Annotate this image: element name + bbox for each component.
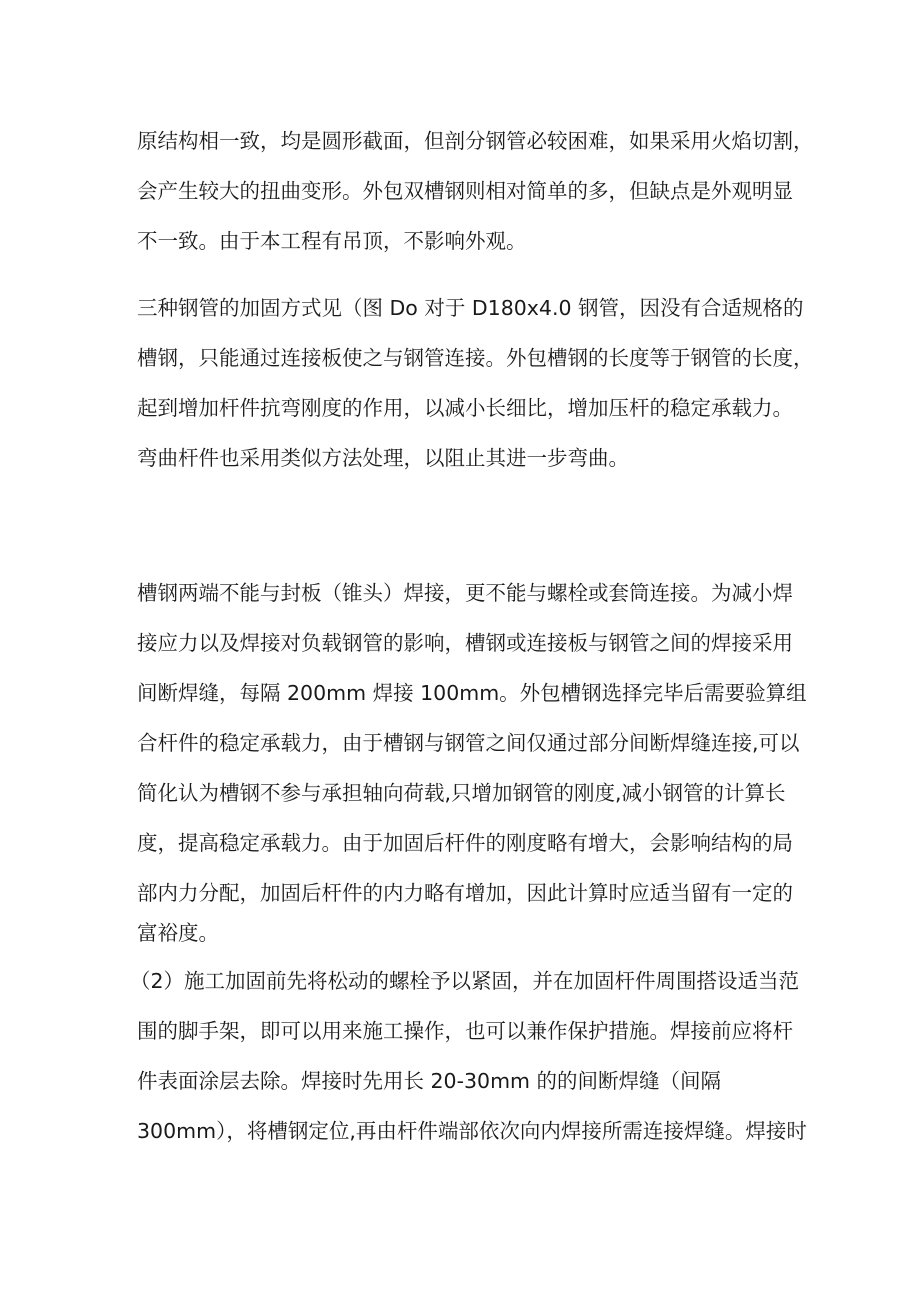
text-line: 槽钢，只能通过连接板使之与钢管连接。外包槽钢的长度等于钢管的长度， bbox=[137, 346, 814, 370]
text-line: 部内力分配，加固后杆件的内力略有增加，因此计算时应适当留有一定的 bbox=[137, 881, 793, 905]
text-line: 接应力以及焊接对负载钢管的影响，槽钢或连接板与钢管之间的焊接采用 bbox=[137, 631, 793, 655]
text-line: 合杆件的稳定承载力，由于槽钢与钢管之间仅通过部分间断焊缝连接,可以 bbox=[137, 731, 800, 755]
text-line: 弯曲杆件也采用类似方法处理，以阻止其进一步弯曲。 bbox=[137, 446, 629, 470]
text-line: 原结构相一致，均是圆形截面，但剖分钢管必较困难，如果采用火焰切割， bbox=[137, 129, 814, 153]
text-line: 不一致。由于本工程有吊顶，不影响外观。 bbox=[137, 229, 527, 253]
text-line: 起到增加杆件抗弯刚度的作用，以减小长细比，增加压杆的稳定承载力。 bbox=[137, 396, 793, 420]
text-line: 富裕度。 bbox=[137, 921, 219, 945]
text-line: （2）施工加固前先将松动的螺栓予以紧固，并在加固杆件周围搭设适当范 bbox=[130, 969, 800, 993]
text-line: 件表面涂层去除。焊接时先用长 20-30mm 的的间断焊缝（间隔 bbox=[137, 1069, 722, 1093]
text-line: 度，提高稳定承载力。由于加固后杆件的刚度略有增大，会影响结构的局 bbox=[137, 831, 793, 855]
text-line: 300mm），将槽钢定位,再由杆件端部依次向内焊接所需连接焊缝。焊接时 bbox=[137, 1119, 807, 1143]
text-line: 简化认为槽钢不参与承担轴向荷载,只增加钢管的刚度,减小钢管的计算长 bbox=[137, 781, 786, 805]
text-line: 间断焊缝，每隔 200mm 焊接 100mm。外包槽钢选择完毕后需要验算组 bbox=[137, 681, 807, 705]
text-line: 三种钢管的加固方式见（图 Do 对于 D180x4.0 钢管，因没有合适规格的 bbox=[137, 296, 804, 320]
text-line: 会产生较大的扭曲变形。外包双槽钢则相对简单的多，但缺点是外观明显 bbox=[137, 179, 793, 203]
text-line: 槽钢两端不能与封板（锥头）焊接，更不能与螺栓或套筒连接。为减小焊 bbox=[137, 581, 793, 605]
text-line: 围的脚手架，即可以用来施工操作，也可以兼作保护措施。焊接前应将杆 bbox=[137, 1019, 793, 1043]
